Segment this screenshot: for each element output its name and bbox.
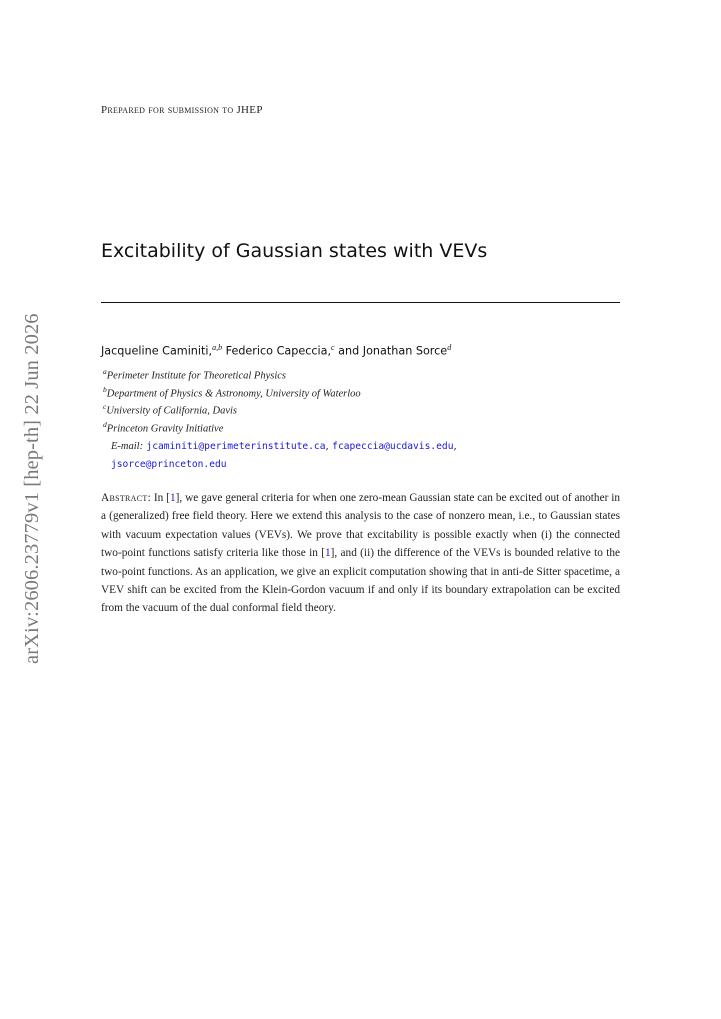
affiliation [103,420,361,438]
affiliation-text: Department of Physics & Astronomy, University of Waterloo [106,388,361,399]
affiliation [103,367,361,385]
affiliation-mark: b [103,384,107,394]
citation-link[interactable]: 1 [324,547,331,560]
abstract-label: Abstract: [101,492,152,504]
affiliation-text: Princeton Gravity Initiative [106,423,224,434]
affiliation-mark: c [331,343,335,352]
affiliation [103,402,361,420]
arxiv-identifier: arXiv:2606.23779v1 [hep-th] 22 Jun 2026 [21,313,43,664]
affiliation-mark: d [103,419,107,429]
affiliation-text: University of California, Davis [106,405,238,417]
citation-link[interactable]: 1 [169,492,176,504]
affiliation-mark: d [447,343,452,352]
paper-title: Excitability of Gaussian states with VEVs [101,240,488,262]
author-name: Federico Capeccia, [222,344,332,358]
affiliation-list [103,367,361,437]
email-label: E-mail: [111,441,144,452]
arxiv-stamp [21,296,49,664]
email-link[interactable]: fcapeccia@ucdavis.edu [332,441,454,452]
abstract-text: In [ [151,492,170,504]
email-link[interactable]: jcaminiti@perimeterinstitute.ca [146,441,326,452]
abstract-text: ], we gave general criteria for when one zero-mean Gaussian state can be excited out of another in a (generalized) free field theory. Here we extend this analysis to the case of nonzero mean, i.e., to Gaussian states with vacuum expectation values (VEVs). We prove that excitability is possible exactly when (i) the connected two-point functions satisfy criteria like those in [ [101,492,621,560]
title-rule [101,302,620,303]
abstract-text: ], and (ii) the difference of the VEVs is bounded relative to the two-point functions. As an application, we give an explicit computation showing that in anti-de Sitter spacetime, a VEV shift can be excited from the Klein-Gordon vacuum if and only if its boundary extrapolation can be excited from the vacuum of the dual conformal field theory. [101,547,620,615]
email-separator: , [453,440,457,452]
author-name: and Jonathan Sorce [334,344,448,358]
affiliation [103,385,361,403]
author-name: Jacqueline Caminiti, [101,344,213,358]
email-block [111,440,457,476]
author-list [101,343,451,358]
email-link[interactable]: jsorce@princeton.edu [111,459,227,470]
affiliation-mark: a,b [212,343,223,352]
affiliation-mark: c [103,402,107,411]
preamble: Prepared for submission to JHEP [101,104,263,116]
email-separator: , [325,440,333,452]
abstract [101,489,620,618]
affiliation-mark: a [103,367,107,376]
affiliation-text: Perimeter Institute for Theoretical Physics [106,370,286,382]
